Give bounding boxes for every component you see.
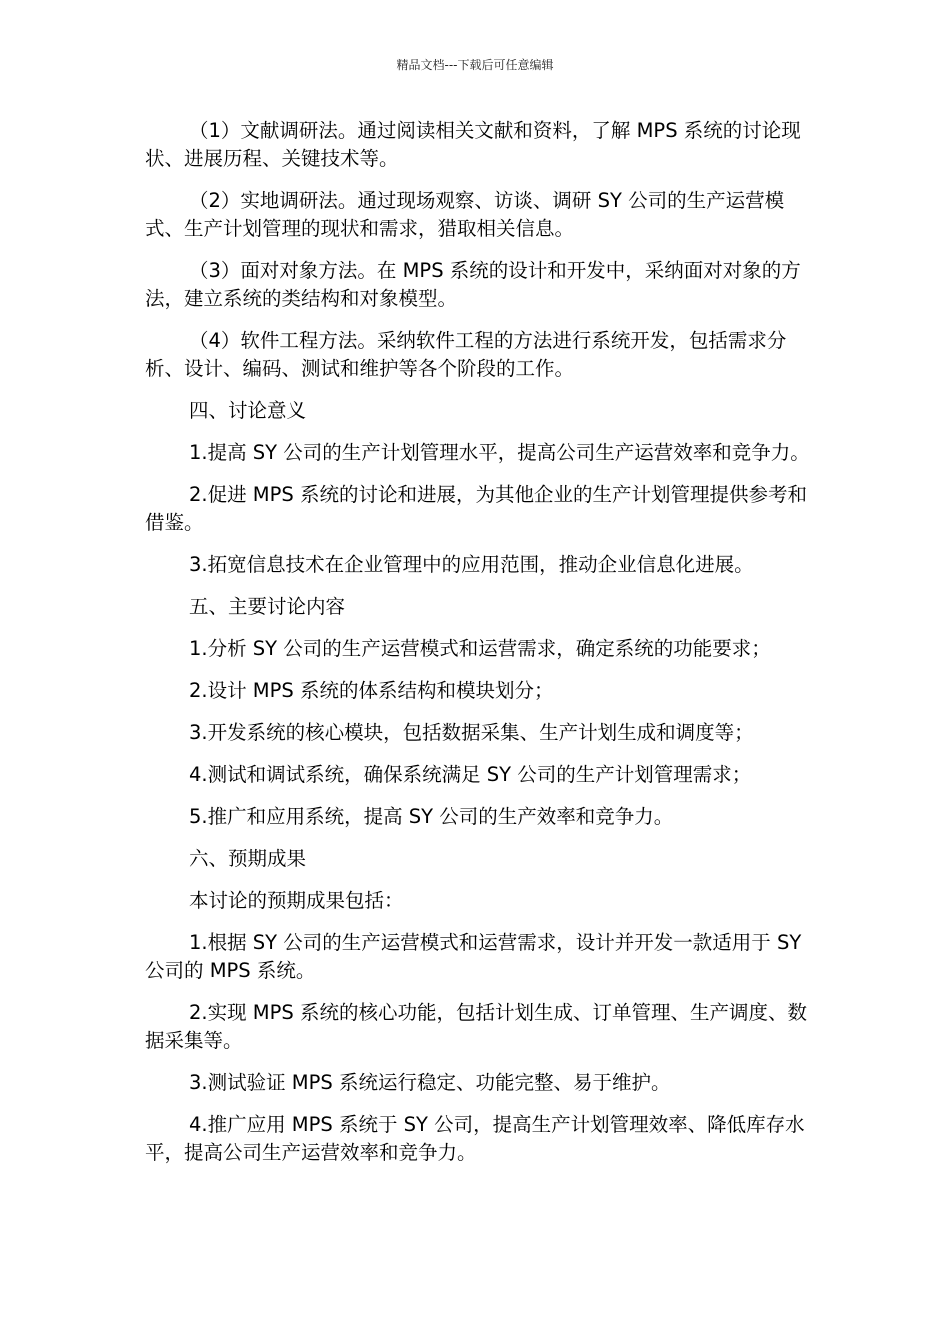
paragraph-method-field-research: （2）实地调研法。通过现场观察、访谈、调研 SY 公司的生产运营模式、生产计划管理的现状和需求，猎取相关信息。 bbox=[145, 189, 785, 240]
paragraph-content-3: 3.开发系统的核心模块，包括数据采集、生产计划生成和调度等； bbox=[189, 721, 754, 744]
paragraph-result-1: 1.根据 SY 公司的生产运营模式和运营需求，设计并开发一款适用于 SY 公司的 MPS 系统。 bbox=[145, 931, 802, 982]
document-body bbox=[145, 117, 810, 1181]
paragraph-result-3: 3.测试验证 MPS 系统运行稳定、功能完整、易于维护。 bbox=[189, 1071, 671, 1094]
section-heading-significance: 四、讨论意义 bbox=[189, 399, 307, 422]
page-header: 精品文档---下载后可任意编辑 bbox=[396, 58, 554, 72]
section-heading-main-content: 五、主要讨论内容 bbox=[189, 595, 346, 618]
paragraph-significance-3: 3.拓宽信息技术在企业管理中的应用范围，推动企业信息化进展。 bbox=[189, 553, 754, 576]
paragraph-method-object-oriented: （3）面对对象方法。在 MPS 系统的设计和开发中，采纳面对对象的方法，建立系统的类结构和对象模型。 bbox=[145, 259, 801, 310]
paragraph-significance-1: 1.提高 SY 公司的生产计划管理水平，提高公司生产运营效率和竞争力。 bbox=[189, 441, 810, 464]
paragraph-method-software-engineering: （4）软件工程方法。采纳软件工程的方法进行系统开发，包括需求分析、设计、编码、测试和维护等各个阶段的工作。 bbox=[145, 329, 787, 380]
paragraph-method-literature: （1）文献调研法。通过阅读相关文献和资料，了解 MPS 系统的讨论现状、进展历程、关键技术等。 bbox=[145, 119, 801, 170]
paragraph-significance-2: 2.促进 MPS 系统的讨论和进展，为其他企业的生产计划管理提供参考和借鉴。 bbox=[145, 483, 807, 534]
paragraph-content-5: 5.推广和应用系统，提高 SY 公司的生产效率和竞争力。 bbox=[189, 805, 674, 828]
paragraph-content-2: 2.设计 MPS 系统的体系结构和模块划分； bbox=[189, 679, 554, 702]
paragraph-content-4: 4.测试和调试系统，确保系统满足 SY 公司的生产计划管理需求； bbox=[189, 763, 752, 786]
paragraph-result-4: 4.推广应用 MPS 系统于 SY 公司，提高生产计划管理效率、降低库存水平，提高公司生产运营效率和竞争力。 bbox=[145, 1113, 805, 1164]
paragraph-content-1: 1.分析 SY 公司的生产运营模式和运营需求，确定系统的功能要求； bbox=[189, 637, 771, 660]
section-heading-expected-results: 六、预期成果 bbox=[189, 847, 307, 870]
paragraph-result-2: 2.实现 MPS 系统的核心功能，包括计划生成、订单管理、生产调度、数据采集等。 bbox=[145, 1001, 807, 1052]
paragraph-results-intro: 本讨论的预期成果包括： bbox=[189, 889, 404, 912]
